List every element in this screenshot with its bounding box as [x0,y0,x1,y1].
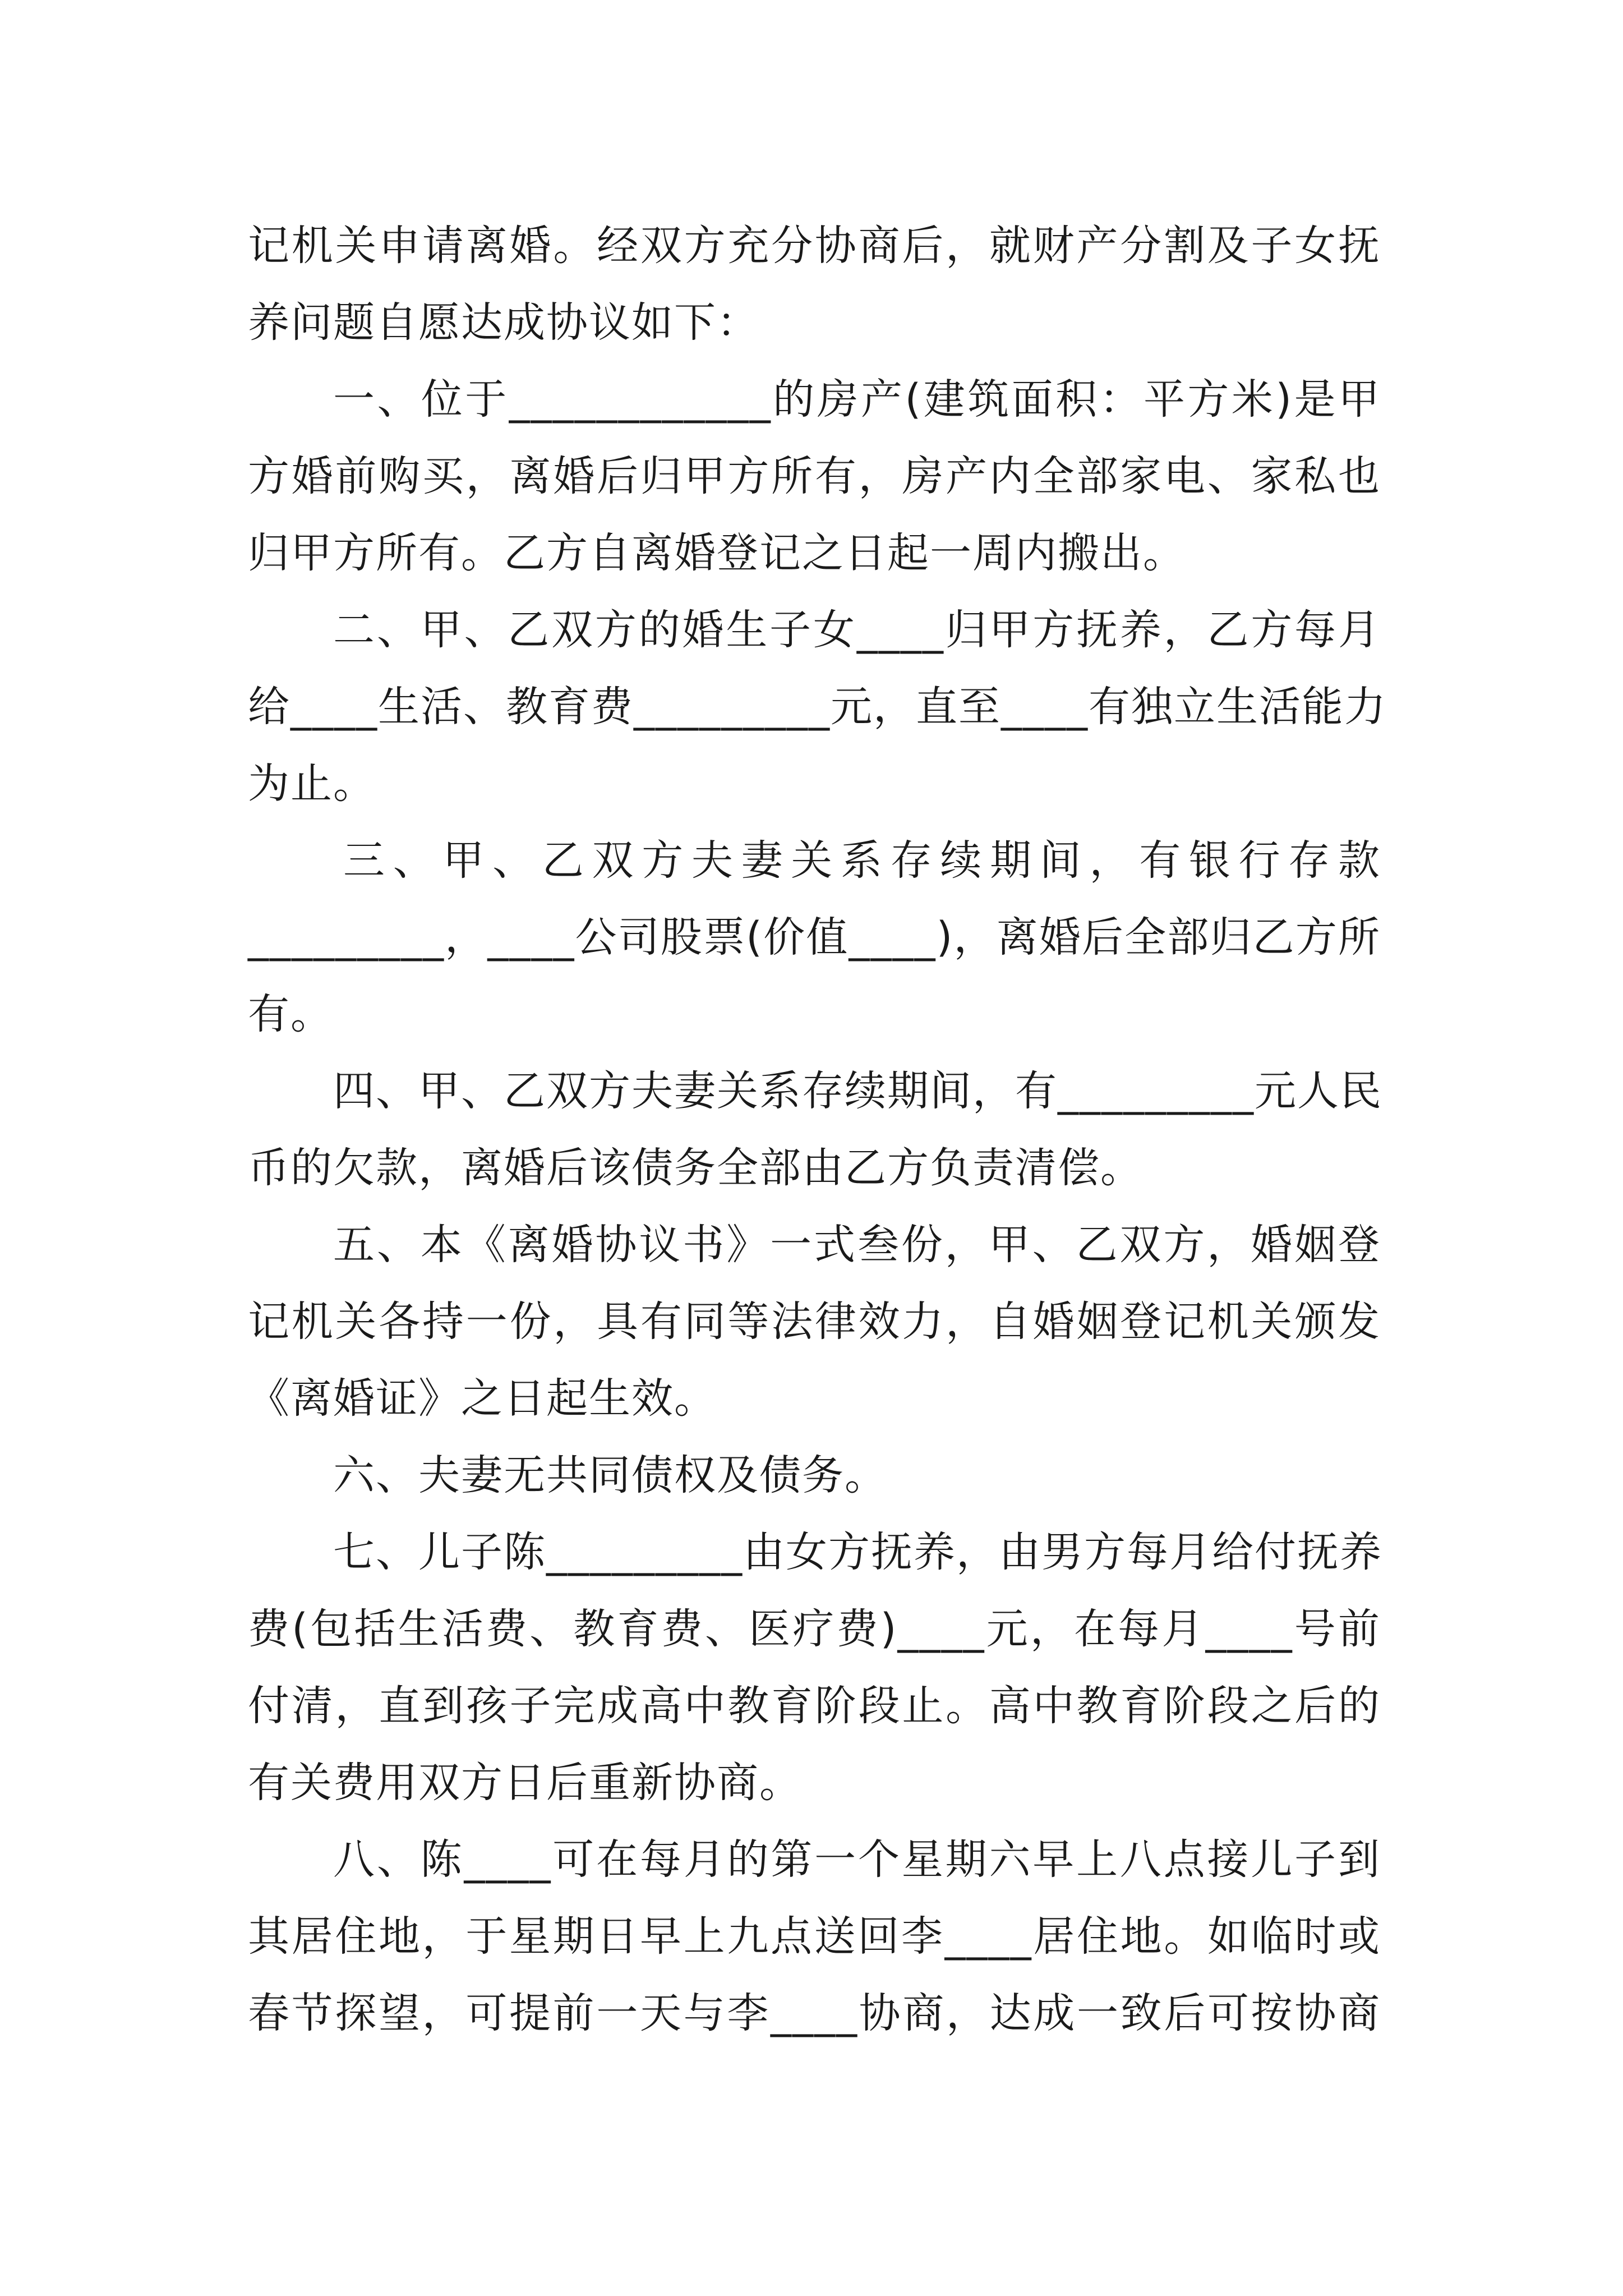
text-line: 费(包括生活费、教育费、医疗费)____元，在每月____号前 [248,1605,1381,1653]
text-line: 归甲方所有。乙方自离婚登记之日起一周内搬出。 [248,529,1186,577]
clause-5-line: 五、本《离婚协议书》一式叁份，甲、乙双方，婚姻登 [333,1221,1381,1269]
clause-7-line: 七、儿子陈_________由女方抚养，由男方每月给付抚养 [333,1528,1382,1576]
clause-3-line: 三、甲、乙双方夫妻关系存续期间，有银行存款 [343,836,1381,885]
text-line: 有关费用双方日后重新协商。 [248,1759,802,1807]
text-line: 为止。 [248,760,376,808]
text-line: 给____生活、教育费_________元，直至____有独立生活能力 [248,683,1387,731]
text-line: _________，____公司股票(价值____)，离婚后全部归乙方所 [248,913,1381,961]
clause-1-line: 一、位于____________的房产(建筑面积：平方米)是甲 [333,375,1381,424]
text-line: 有。 [248,990,333,1038]
text-line: 其居住地，于星期日早上九点送回李____居住地。如临时或 [248,1912,1381,1961]
text-line: 币的欠款，离婚后该债务全部由乙方负责清偿。 [248,1144,1143,1192]
text-line: 春节探望，可提前一天与李____协商，达成一致后可按协商 [248,1989,1381,2037]
text-line: 养问题自愿达成协议如下： [248,298,759,347]
text-line: 记机关申请离婚。经双方充分协商后，就财产分割及子女抚 [248,222,1381,270]
text-line: 付清，直到孩子完成高中教育阶段止。高中教育阶段之后的 [248,1682,1381,1730]
text-line: 方婚前购买，离婚后归甲方所有，房产内全部家电、家私也 [248,452,1381,500]
text-line: 《离婚证》之日起生效。 [248,1374,717,1423]
clause-4-line: 四、甲、乙双方夫妻关系存续期间，有_________元人民 [333,1067,1382,1115]
clause-6-line: 六、夫妻无共同债权及债务。 [333,1451,887,1499]
clause-8-line: 八、陈____可在每月的第一个星期六早上八点接儿子到 [333,1835,1381,1884]
text-line: 记机关各持一份，具有同等法律效力，自婚姻登记机关颁发 [248,1297,1381,1346]
clause-2-line: 二、甲、乙双方的婚生子女____归甲方抚养，乙方每月 [333,606,1381,654]
agreement-body [248,208,1387,2052]
